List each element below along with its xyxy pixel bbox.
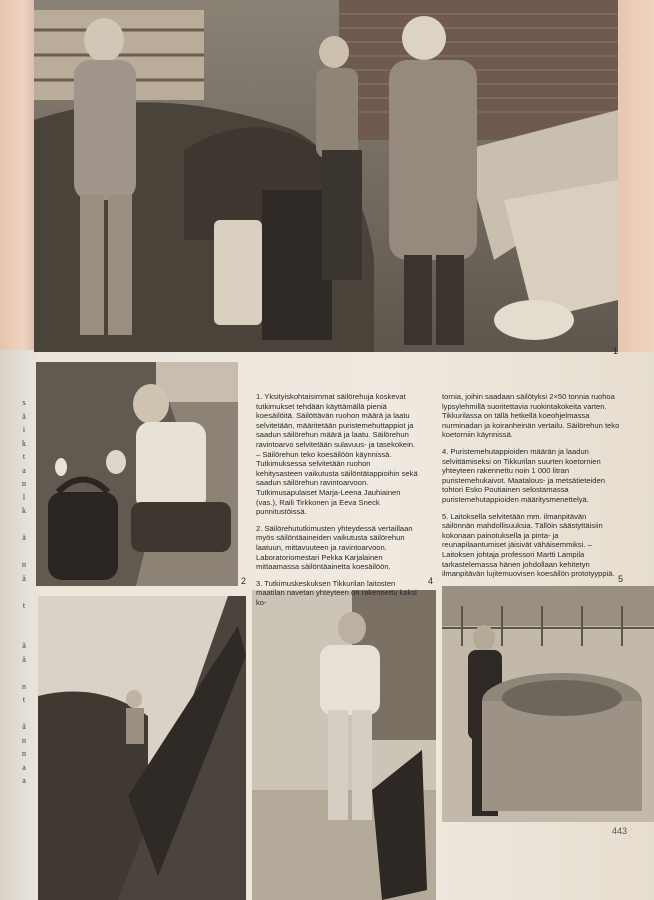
caption-column-2 (442, 392, 620, 586)
previous-page-text-fragments: s ä i k t a n l k ä n ä t ä ä n t ä n n a a (22, 398, 26, 785)
photo-3-image (38, 596, 246, 900)
page-number: 443 (612, 826, 628, 836)
photo-4-juice-well (252, 590, 436, 900)
photo-5-number: 5 (618, 574, 624, 584)
photo-1-image (34, 0, 618, 352)
photo-1-weighing-grass (34, 0, 618, 352)
caption-3-start: 3. Tutkimuskeskuksen Tikkurilan laitosten maatilan navetan yhteyteen on rakennettu kaksi ko- (256, 578, 417, 607)
photo-2-image (36, 362, 238, 586)
next-page-edge (618, 0, 654, 352)
photo-2-preservative (36, 362, 238, 586)
photo-4-image (252, 590, 436, 900)
photo-2-number: 2 (241, 576, 247, 586)
photo-1-number: 1 (613, 346, 619, 356)
caption-column-1 (256, 392, 418, 614)
caption-5: 5. Laitoksella selvitetään mm. ilmanpitävän säilönnän mahdollisuuksia. Tällöin säästyttäisiin kokonaan painotuksella ja pinta- ja reunapilaantumiset jäisivät vähäisemmiksi. – Laitoksen johtaja professori Martti Lampila tarkastelemassa hänen johdollaan kehitetyn ilmanpitävän lujitemuovisen koesäilön prototyyppiä. (442, 511, 615, 579)
photo-3-silo-tower (38, 596, 246, 900)
photo-5-image (442, 586, 654, 822)
photo-4-number: 4 (428, 576, 434, 586)
caption-1: 1. Yksityiskohtaisimmat säilörehuja koskevat tutkimukset tehdään käyttämällä pieniä koesäilöitä. Säilöttävän ruohon määrä ja laatu selvitetään, määritetään puristemehuttappiot ja saadun säilörehun määrä ja laatu. Säilörehun ravintoarvo selvitetään sulavuus- ja tasekokein. – Säilörehun teko koesäilöön käynnissä. Tutkimuksessa selvitetään ruohon kehitysasteen vaikutusta säilöntätappioihin sekä saadun säilörehun ravintoarvoon. Tutkimusapulaiset Marja-Leena Jauhiainen (vas.), Raili Tirkkonen ja Eeva Sneck punnitustöissä. (256, 392, 418, 517)
photo-5-airtight-silo (442, 586, 654, 822)
caption-3-end: tornia, joihin saadaan säilötyksi 2×50 tonnia ruohoa lypsylehmillä suoritettavia ruokintakokeita varten. Tikkurilassa on tällä hetkellä koeohjelmassa nurminadan ja koiranheinän vertailu. Säilörehun teko koetorniin käynnissä. (442, 392, 620, 440)
previous-page-edge (0, 0, 34, 900)
caption-2: 2. Säilörehututkimusten yhteydessä vertaillaan myös säilöntäaineiden vaikutusta säilörehun laatuun, mittavuuteen ja ravintoarvoon. Laboratoriomestari Pekka Karjalainen mittaamassa säilöntäainetta koesäilöön. (256, 523, 413, 572)
caption-4: 4. Puristemehutappioiden määrän ja laadun selvittämiseksi on Tikkurilan suurten koetornien yhteyteen rakennettu noin 1 000 litran puristemehukaivot. Maatalous- ja metsätieteiden tohtori Esko Poutiainen selostamassa puristemehutappioiden määritysmenettelyä. (442, 446, 605, 504)
